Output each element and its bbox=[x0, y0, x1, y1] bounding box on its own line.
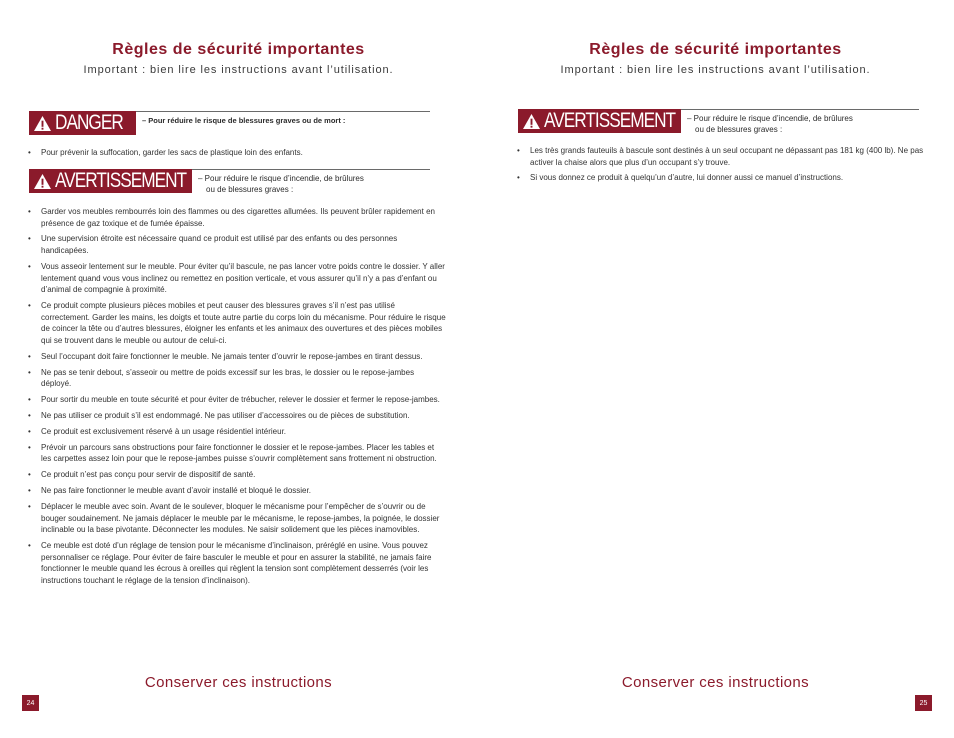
danger-list bbox=[28, 147, 448, 163]
danger-label: DANGER bbox=[55, 111, 123, 134]
list-item: • Vous asseoir lentement sur le meuble. Pour éviter qu’il bascule, ne pas lancer votre poids contre le dossier. Y aller lentement quand vous vous inclinez ou remettez en position verticale, et vous assurer qu’il n’y a pas d’enfant ou d’animal de compagnie à proximité. bbox=[28, 261, 445, 295]
warning-description: – Pour réduire le risque d’incendie, de brûlures ou de blessures graves : bbox=[681, 109, 919, 135]
warning-description: – Pour réduire le risque d’incendie, de brûlures ou de blessures graves : bbox=[192, 169, 430, 195]
list-item: • Une supervision étroite est nécessaire quand ce produit est utilisé par des enfants ou des personnes handicapées. bbox=[28, 234, 398, 256]
warning-list bbox=[28, 206, 446, 591]
warning-label: AVERTISSEMENT bbox=[544, 109, 676, 132]
list-item: • Seul l’occupant doit faire fonctionner le meuble. Ne jamais tenter d’ouvrir le repose-jambes en tirant dessus. bbox=[28, 351, 423, 361]
warning-label: AVERTISSEMENT bbox=[55, 169, 187, 192]
danger-badge bbox=[29, 111, 136, 135]
warning-header bbox=[518, 109, 919, 135]
page-number: 24 bbox=[22, 695, 39, 711]
list-item: • Ne pas utiliser ce produit s’il est endommagé. Ne pas utiliser d’accessoires ou de pièces de substitution. bbox=[28, 410, 410, 420]
list-item: • Prévoir un parcours sans obstructions pour faire fonctionner le dossier et le repose-jambes. Placer les tables et les carpettes assez loin pour que le repose-jambes puisse s’ouvrir complètement sans frottement ni obstruction. bbox=[28, 442, 437, 464]
list-item: • Garder vos meubles rembourrés loin des flammes ou des cigarettes allumées. Ils peuvent brûler rapidement en présence de gaz toxique et de fumée épaisse. bbox=[28, 207, 435, 228]
warning-badge bbox=[518, 109, 681, 133]
list-item: • Ce produit est exclusivement réservé à un usage résidentiel intérieur. bbox=[28, 426, 287, 436]
list-item: • Ne pas faire fonctionner le meuble avant d’avoir installé et bloqué le dossier. bbox=[28, 486, 311, 496]
list-item: • Si vous donnez ce produit à quelqu’un d’autre, lui donner aussi ce manuel d’instructions. bbox=[517, 173, 844, 183]
list-item: • Les très grands fauteuils à bascule sont destinés à un seul occupant ne dépassant pas 181 kg (400 lb). Ne pas activer la chaise alors que plus d’un occupant s’y trouve. bbox=[517, 146, 924, 167]
warning-triangle-icon bbox=[522, 113, 541, 130]
warning-list bbox=[517, 145, 937, 188]
list-item: • Ce produit compte plusieurs pièces mobiles et peut causer des blessures graves s’il n’est pas utilisé correctement. Garder les mains, les doigts et toute autre partie du corps loin du mécanisme. Pour réduire le risque de coincer la tête ou d’autres blessures, éloigner les enfants et les animaux des ouvertures et des pièces mobiles qui se trouvent dans le meuble ou autour de celui-ci. bbox=[28, 301, 446, 345]
list-item: • Ce meuble est doté d’un réglage de tension pour le mécanisme d’inclinaison, préréglé en usine. Vous pouvez personnaliser ce réglage. Pour éviter de faire basculer le meuble et pour en assurer la stabilité, ne jamais faire fonctionner le meuble quand les écrous à oreilles qui règlent la tension sont complètement desserrés (voir les instructions touchant le réglage de la tension d’inclinaison). bbox=[28, 541, 432, 585]
warning-triangle-icon bbox=[33, 173, 52, 190]
danger-header bbox=[29, 111, 430, 135]
list-item: • Ne pas se tenir debout, s’asseoir ou mettre de poids excessif sur les bras, le dossier ou le repose-jambes déployé. bbox=[28, 367, 415, 389]
footer-text: Conserver ces instructions bbox=[621, 674, 810, 691]
page-title: Règles de sécurité importantes bbox=[589, 41, 842, 58]
page-subtitle: Important : bien lire les instructions avant l’utilisation. bbox=[83, 64, 394, 76]
warning-triangle-icon bbox=[33, 115, 52, 132]
warning-header bbox=[29, 169, 430, 195]
page-number: 25 bbox=[915, 695, 932, 711]
warning-badge bbox=[29, 169, 192, 193]
list-item: • Déplacer le meuble avec soin. Avant de le soulever, bloquer le mécanisme pour l’empêcher de s’ouvrir ou de bouger soudainement. Ne jamais déplacer le meuble par le mécanisme, le repose-jambes, la poignée, le dossier inclinable ou la base pivotante. Déconnecter les modules. Ne saisir solidement que les pièces inamovibles. bbox=[28, 502, 440, 535]
footer-text: Conserver ces instructions bbox=[144, 674, 333, 691]
right-page bbox=[477, 0, 954, 738]
list-item: • Pour prévenir la suffocation, garder les sacs de plastique loin des enfants. bbox=[28, 148, 303, 157]
page-subtitle: Important : bien lire les instructions avant l’utilisation. bbox=[560, 64, 871, 76]
page-title: Règles de sécurité importantes bbox=[112, 41, 365, 58]
list-item: • Pour sortir du meuble en toute sécurité et pour éviter de trébucher, relever le dossier et fermer le repose-jambes. bbox=[28, 395, 440, 405]
danger-description: – Pour réduire le risque de blessures graves ou de mort : bbox=[136, 111, 430, 126]
list-item: • Ce produit n’est pas conçu pour servir de dispositif de santé. bbox=[28, 470, 256, 480]
